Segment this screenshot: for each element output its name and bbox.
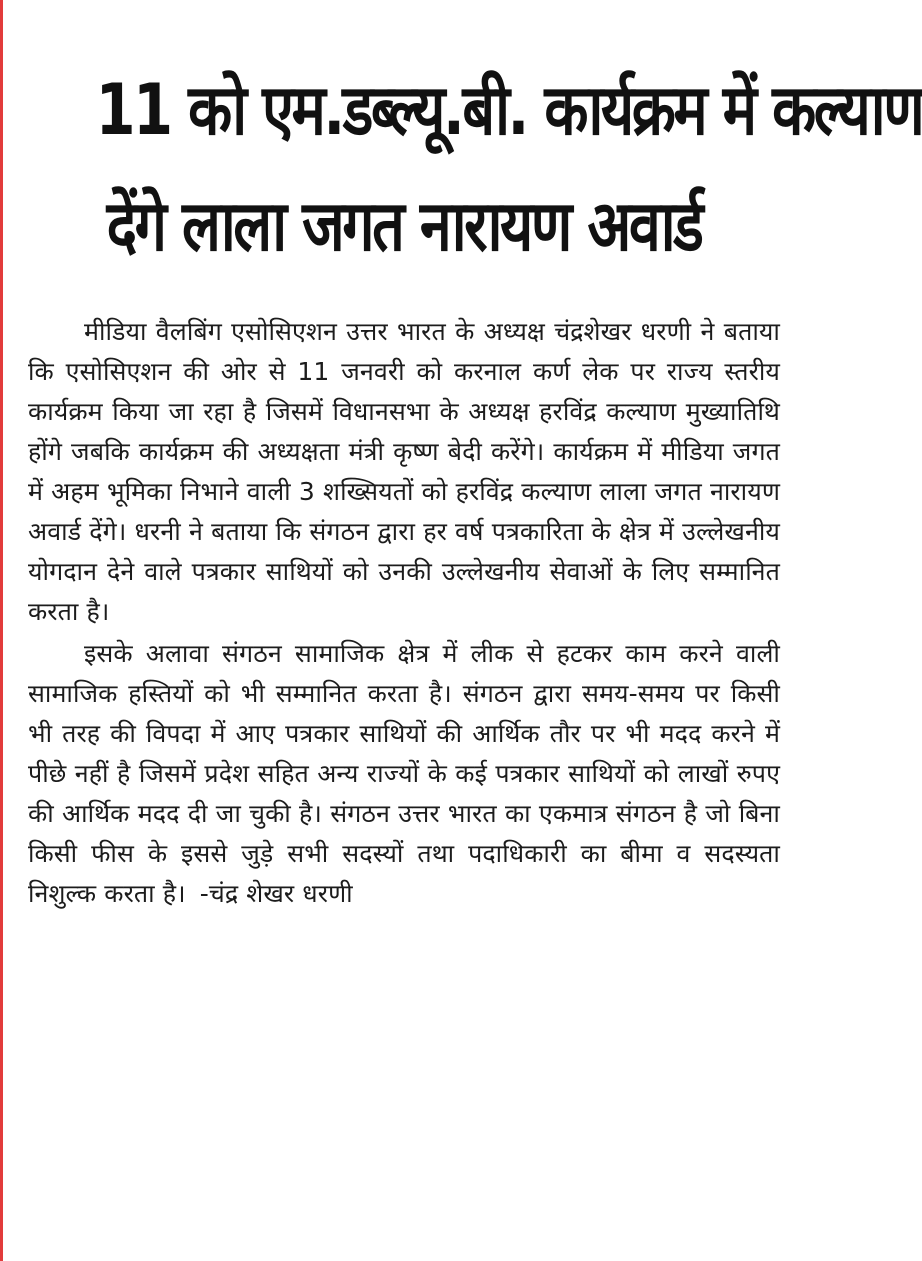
page-margin-rule — [0, 0, 3, 1261]
news-article — [28, 52, 922, 914]
paragraph-2-text: इसके अलावा संगठन सामाजिक क्षेत्र में लीक से हटकर काम करने वाली सामाजिक हस्तियों को भी सम्मानित करता है। संगठन द्वारा समय-समय पर किसी भी तरह की विपदा में आए पत्रकार साथियों की आर्थिक तौर पर भी मदद करने में पीछे नहीं है जिसमें प्रदेश सहित अन्य राज्यों के कई पत्रकार साथियों को लाखों रुपए की आर्थिक मदद दी जा चुकी है। संगठन उत्तर भारत का एकमात्र संगठन है जो बिना किसी फीस के इससे जुड़े सभी सदस्यों तथा पदाधिकारी का बीमा व सदस्यता निशुल्क करता है। — [28, 639, 780, 908]
article-paragraph-2 — [28, 634, 780, 914]
article-headline — [95, 52, 922, 284]
headline-line-2: देंगे लाला जगत नारायण अवार्ड — [106, 185, 702, 267]
article-paragraph-1 — [28, 312, 780, 632]
paragraph-1-text: मीडिया वैलबिंग एसोसिएशन उत्तर भारत के अध्यक्ष चंद्रशेखर धरणी ने बताया कि एसोसिएशन की ओर से 11 जनवरी को करनाल कर्ण लेक पर राज्य स्तरीय कार्यक्रम किया जा रहा है जिसमें विधानसभा के अध्यक्ष हरविंद्र कल्याण मुख्यातिथि होंगे जबकि कार्यक्रम की अध्यक्षता मंत्री कृष्ण बेदी करेंगे। कार्यक्रम में मीडिया जगत में अहम भूमिका निभाने वाली 3 शख्सियतों को हरविंद्र कल्याण लाला जगत नारायण अवार्ड देंगे। धरनी ने बताया कि संगठन द्वारा हर वर्ष पत्रकारिता के क्षेत्र में उल्लेखनीय योगदान देने वाले पत्रकार साथियों को उनकी उल्लेखनीय सेवाओं के लिए सम्मानित करता है। — [28, 317, 780, 626]
headline-line-1: 11 को एम.डब्ल्यू.बी. कार्यक्रम में कल्याण — [95, 69, 922, 151]
article-body — [28, 312, 780, 914]
article-byline: -चंद्र शेखर धरणी — [199, 879, 353, 908]
